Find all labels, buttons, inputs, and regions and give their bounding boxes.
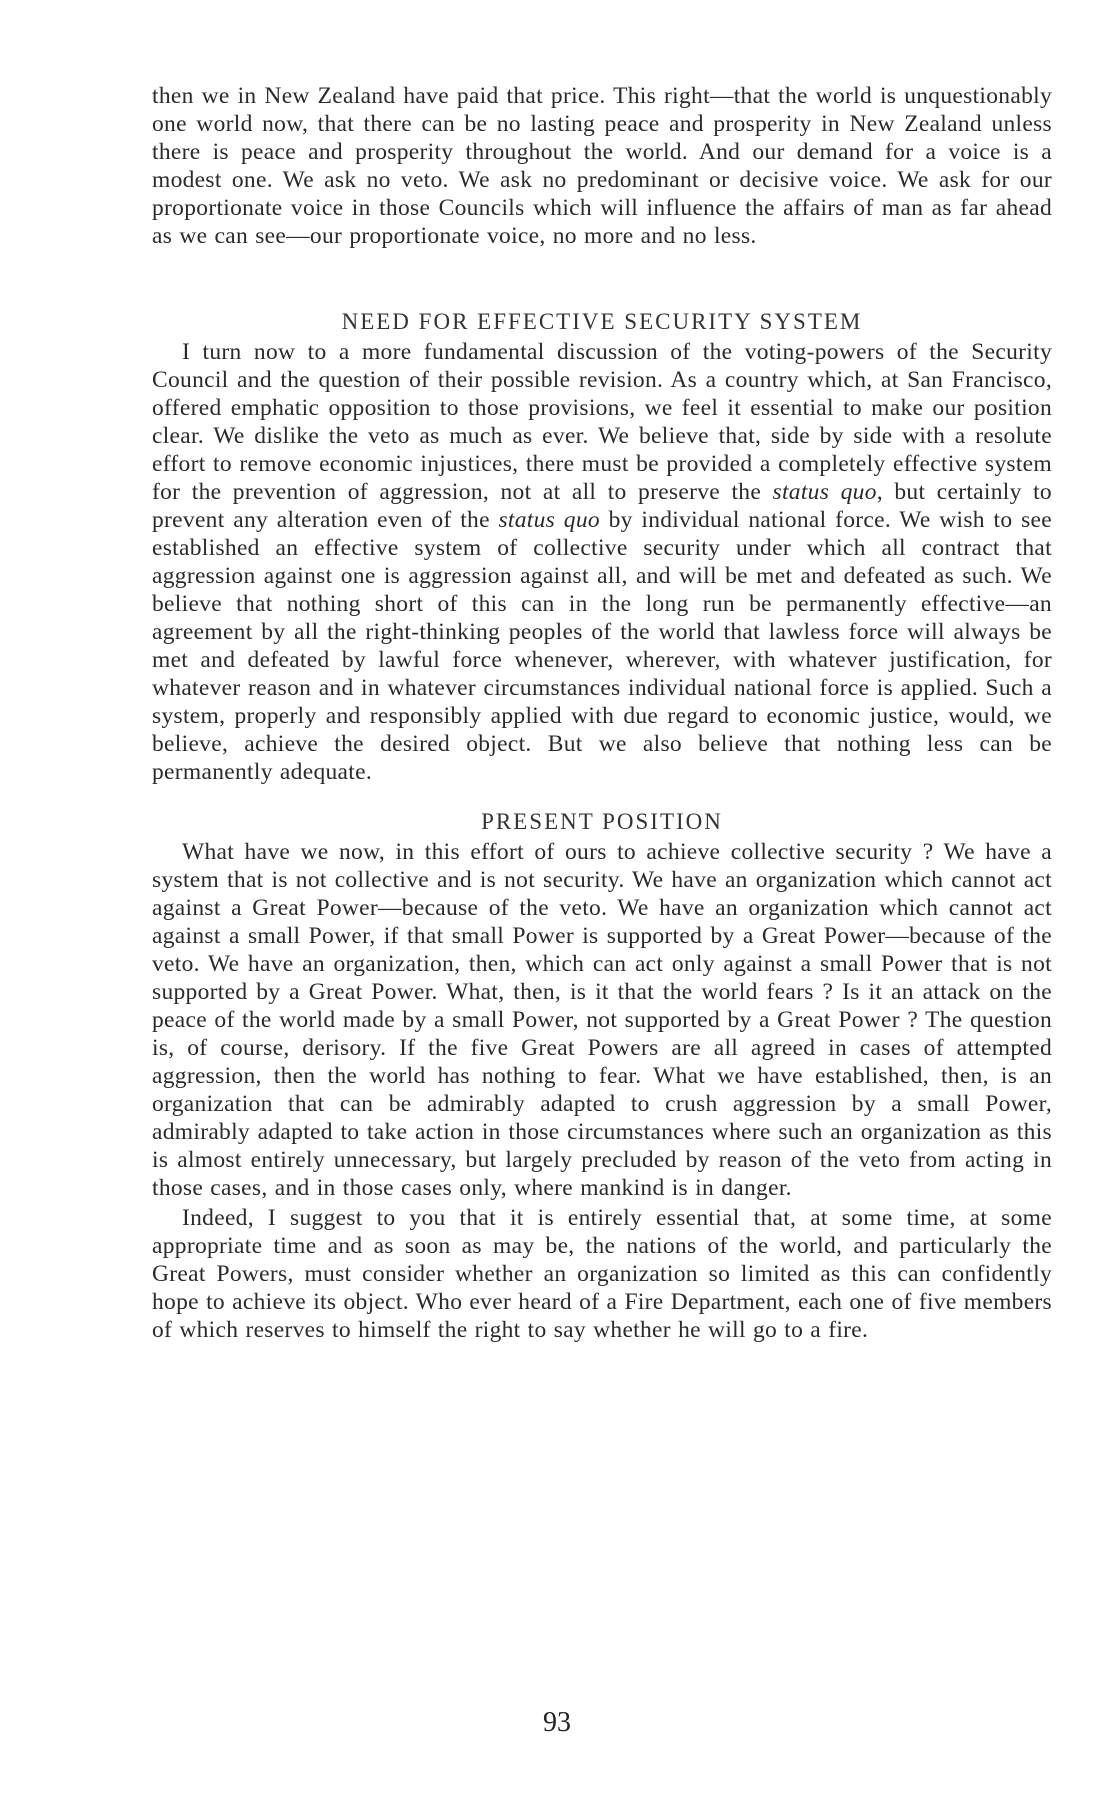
section-heading-present-position: PRESENT POSITION — [481, 809, 723, 834]
paragraph-present-position: What have we now, in this effort of ours to achieve collective security ? We have a system that is not collective and is not security. We have an organization which cannot act against a Great Power—because of the veto. We have an organization which cannot act against a small Power, if that small Power is supported by a Great Power—because of the veto. We have an organization, then, which can act only against a small Power that is not supported by a Great Power. What, then, is it that the world fears ? Is it an attack on the peace of the world made by a small Power, not supported by a Great Power ? The question is, of course, derisory. If the five Great Powers are all agreed in cases of attempted aggression, then the world has nothing to fear. What we have established, then, is an organization that can be admirably adapted to crush aggression by a small Power, admirably adapted to take action in those circumstances where such an organization as this is almost entirely unnecessary, but largely precluded by reason of the veto from acting in those cases, and in those cases only, where mankind is in danger. — [152, 839, 1052, 1201]
paragraph-text: I turn now to a more fundamental discussion of the voting-powers of the Security Council and the question of their possible revision. As a country which, at San Francisco, offered emphatic opposition to those provisions, we feel it essential to make our position clear. We dislike the veto as much as ever. We believe that, side by side with a resolute effort to remove economic injustices, there must be provided a completely effective system for the prevention of aggression, not at all to preserve the — [152, 339, 1052, 505]
page-number: 93 — [543, 1707, 571, 1738]
paragraph-fire-department: Indeed, I suggest to you that it is entirely essential that, at some time, at some appropriate time and as soon as may be, the nations of the world, and particularly the Great Powers, must consider whether an organization so limited as this can confidently hope to achieve its object. Who ever heard of a Fire Department, each one of five members of which reserves to himself the right to say whether he will go to a fire. — [152, 1205, 1052, 1343]
paragraph-security-system — [152, 338, 1052, 786]
italic-status-quo: status quo — [498, 507, 600, 533]
italic-status-quo: status quo — [772, 479, 877, 505]
document-page — [152, 82, 1052, 1344]
paragraph-text: , but certainly to prevent any alteration even of the — [152, 479, 1052, 533]
paragraph-continued: then we in New Zealand have paid that price. This right—that the world is unquestionably one world now, that there can be no lasting peace and prosperity in New Zealand unless there is peace and prosperity throughout the world. And our demand for a voice is a modest one. We ask no veto. We ask no predominant or decisive voice. We ask for our proportionate voice in those Councils which will influence the affairs of man as far ahead as we can see—our proportionate voice, no more and no less. — [152, 83, 1052, 249]
section-heading-security-system: NEED FOR EFFECTIVE SECURITY SYSTEM — [341, 309, 863, 334]
paragraph-text: by individual national force. We wish to see established an effective system of collective security under which all contract that aggression against one is aggression against all, and will be met and defeated as such. We believe that nothing short of this can in the long run be permanently effective—an agreement by all the right-thinking peoples of the world that lawless force will always be met and defeated by lawful force whenever, wherever, with whatever justification, for whatever reason and in whatever circumstances individual national force is applied. Such a system, properly and responsibly applied with due regard to economic justice, would, we believe, achieve the desired object. But we also believe that nothing less can be permanently adequate. — [152, 507, 1052, 785]
